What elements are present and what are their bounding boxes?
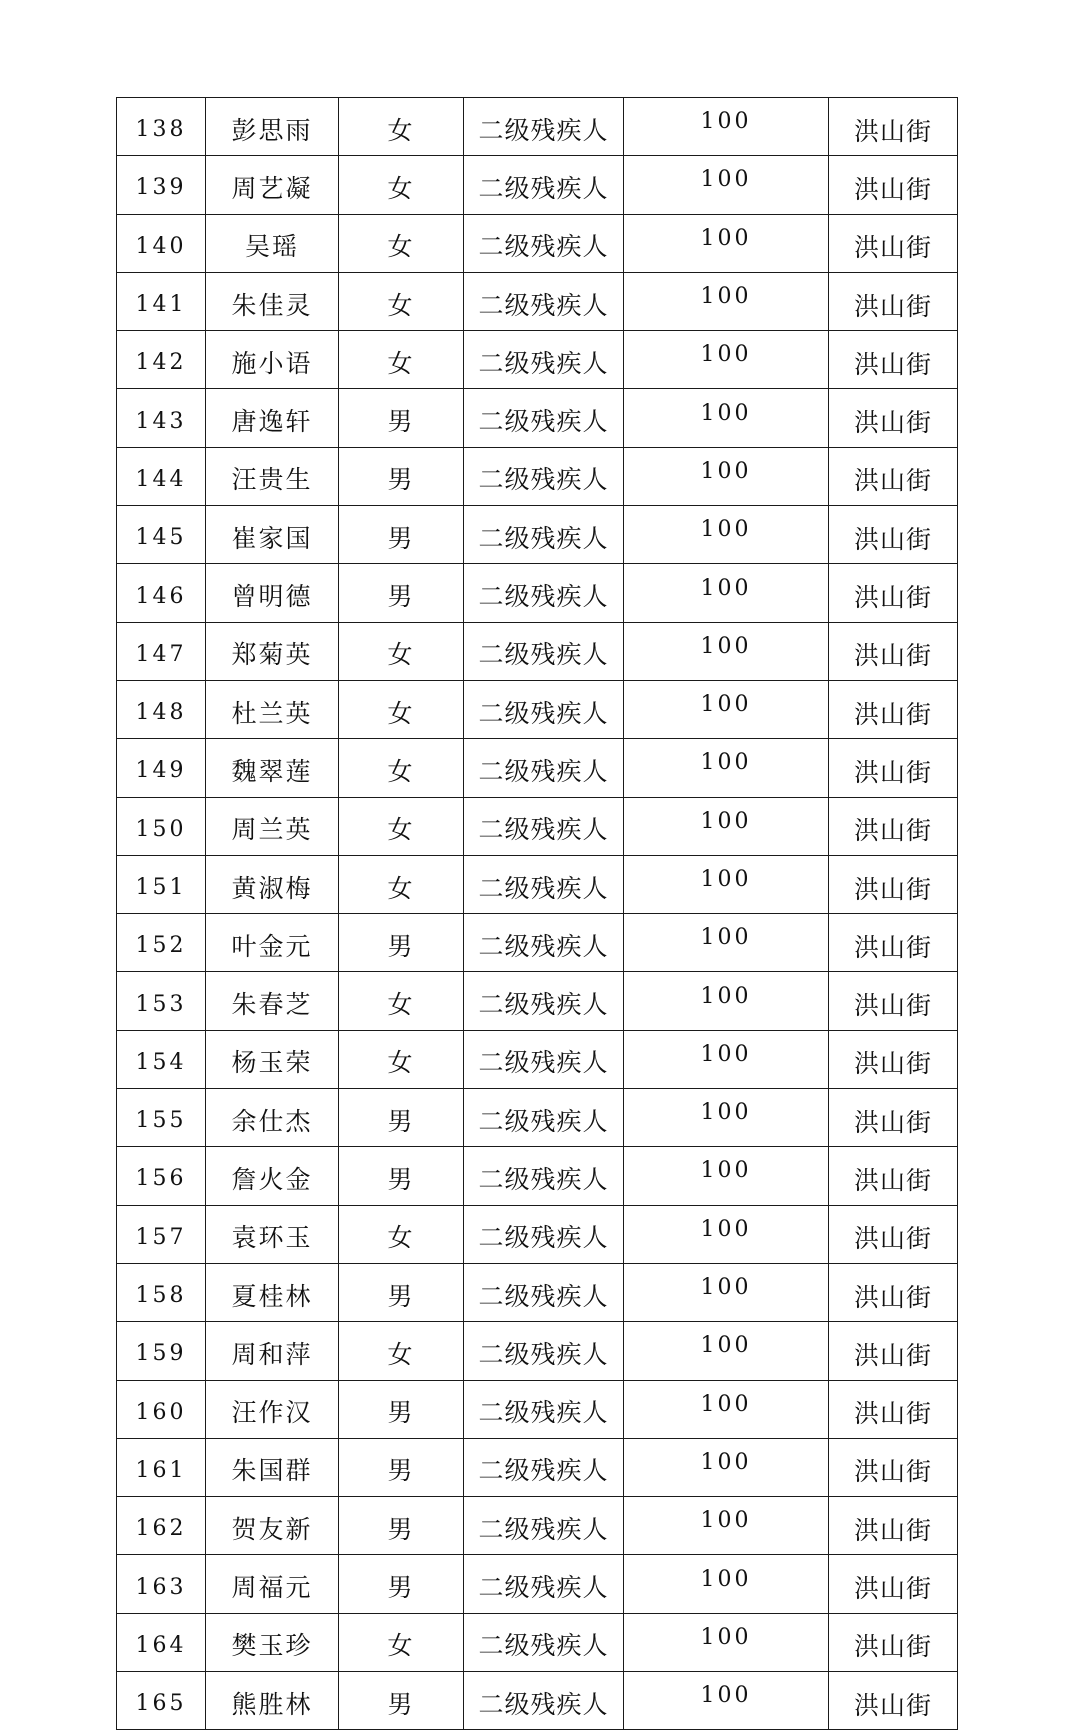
amount-cell: 100: [624, 739, 829, 797]
gender-cell: 男: [339, 1438, 464, 1496]
table-row: [117, 1555, 958, 1613]
street-cell: 洪山街: [829, 622, 958, 680]
name-cell: 朱春芝: [206, 972, 339, 1030]
name-cell: 叶金元: [206, 914, 339, 972]
disability-level-cell: 二级残疾人: [464, 797, 624, 855]
disability-level-cell: 二级残疾人: [464, 1497, 624, 1555]
amount-cell: 100: [624, 680, 829, 738]
amount-cell: 100: [624, 1263, 829, 1321]
disability-level-cell: 二级残疾人: [464, 1030, 624, 1088]
amount-cell: 100: [624, 914, 829, 972]
name-cell: 杨玉荣: [206, 1030, 339, 1088]
disability-level-cell: 二级残疾人: [464, 506, 624, 564]
street-cell: 洪山街: [829, 855, 958, 913]
street-cell: 洪山街: [829, 1555, 958, 1613]
gender-cell: 女: [339, 1613, 464, 1671]
name-cell: 汪作汉: [206, 1380, 339, 1438]
name-cell: 郑菊英: [206, 622, 339, 680]
disability-level-cell: 二级残疾人: [464, 1147, 624, 1205]
name-cell: 周和萍: [206, 1322, 339, 1380]
gender-cell: 男: [339, 564, 464, 622]
disability-level-cell: 二级残疾人: [464, 1322, 624, 1380]
street-cell: 洪山街: [829, 214, 958, 272]
row-number: 159: [117, 1322, 206, 1380]
amount-cell: 100: [624, 1555, 829, 1613]
amount-cell: 100: [624, 156, 829, 214]
table-row: [117, 506, 958, 564]
disability-level-cell: 二级残疾人: [464, 680, 624, 738]
disability-level-cell: 二级残疾人: [464, 855, 624, 913]
disability-level-cell: 二级残疾人: [464, 389, 624, 447]
row-number: 157: [117, 1205, 206, 1263]
amount-cell: 100: [624, 564, 829, 622]
disability-level-cell: 二级残疾人: [464, 972, 624, 1030]
gender-cell: 女: [339, 1205, 464, 1263]
table-row: [117, 214, 958, 272]
row-number: 139: [117, 156, 206, 214]
row-number: 154: [117, 1030, 206, 1088]
gender-cell: 男: [339, 506, 464, 564]
table-row: [117, 1497, 958, 1555]
amount-cell: 100: [624, 972, 829, 1030]
name-cell: 汪贵生: [206, 447, 339, 505]
gender-cell: 男: [339, 389, 464, 447]
disability-level-cell: 二级残疾人: [464, 622, 624, 680]
row-number: 163: [117, 1555, 206, 1613]
amount-cell: 100: [624, 855, 829, 913]
table-row: [117, 1030, 958, 1088]
table-row: [117, 98, 958, 156]
street-cell: 洪山街: [829, 1205, 958, 1263]
row-number: 160: [117, 1380, 206, 1438]
gender-cell: 男: [339, 1147, 464, 1205]
name-cell: 曾明德: [206, 564, 339, 622]
name-cell: 朱佳灵: [206, 272, 339, 330]
row-number: 165: [117, 1672, 206, 1730]
row-number: 142: [117, 331, 206, 389]
disability-level-cell: 二级残疾人: [464, 1672, 624, 1730]
amount-cell: 100: [624, 1322, 829, 1380]
disability-level-cell: 二级残疾人: [464, 447, 624, 505]
name-cell: 魏翠莲: [206, 739, 339, 797]
row-number: 150: [117, 797, 206, 855]
gender-cell: 男: [339, 1555, 464, 1613]
gender-cell: 女: [339, 1322, 464, 1380]
amount-cell: 100: [624, 389, 829, 447]
street-cell: 洪山街: [829, 98, 958, 156]
gender-cell: 男: [339, 1263, 464, 1321]
gender-cell: 女: [339, 680, 464, 738]
row-number: 147: [117, 622, 206, 680]
disability-level-cell: 二级残疾人: [464, 156, 624, 214]
amount-cell: 100: [624, 331, 829, 389]
table-row: [117, 1672, 958, 1730]
name-cell: 施小语: [206, 331, 339, 389]
disability-level-cell: 二级残疾人: [464, 1438, 624, 1496]
disability-level-cell: 二级残疾人: [464, 1555, 624, 1613]
disability-level-cell: 二级残疾人: [464, 1263, 624, 1321]
row-number: 138: [117, 98, 206, 156]
name-cell: 彭思雨: [206, 98, 339, 156]
row-number: 161: [117, 1438, 206, 1496]
table-row: [117, 1438, 958, 1496]
disability-level-cell: 二级残疾人: [464, 1205, 624, 1263]
gender-cell: 女: [339, 214, 464, 272]
disability-level-cell: 二级残疾人: [464, 98, 624, 156]
row-number: 141: [117, 272, 206, 330]
street-cell: 洪山街: [829, 797, 958, 855]
row-number: 148: [117, 680, 206, 738]
street-cell: 洪山街: [829, 389, 958, 447]
amount-cell: 100: [624, 1205, 829, 1263]
disability-level-cell: 二级残疾人: [464, 272, 624, 330]
table-row: [117, 1322, 958, 1380]
table-row: [117, 1205, 958, 1263]
gender-cell: 女: [339, 272, 464, 330]
amount-cell: 100: [624, 1438, 829, 1496]
table-row: [117, 972, 958, 1030]
recipient-table: [116, 97, 958, 1730]
street-cell: 洪山街: [829, 564, 958, 622]
table-row: [117, 331, 958, 389]
street-cell: 洪山街: [829, 1613, 958, 1671]
name-cell: 崔家国: [206, 506, 339, 564]
amount-cell: 100: [624, 1380, 829, 1438]
street-cell: 洪山街: [829, 680, 958, 738]
gender-cell: 女: [339, 1030, 464, 1088]
disability-level-cell: 二级残疾人: [464, 1380, 624, 1438]
name-cell: 詹火金: [206, 1147, 339, 1205]
row-number: 156: [117, 1147, 206, 1205]
gender-cell: 男: [339, 1672, 464, 1730]
table-row: [117, 622, 958, 680]
gender-cell: 女: [339, 156, 464, 214]
row-number: 153: [117, 972, 206, 1030]
disability-level-cell: 二级残疾人: [464, 739, 624, 797]
disability-level-cell: 二级残疾人: [464, 331, 624, 389]
street-cell: 洪山街: [829, 1089, 958, 1147]
name-cell: 熊胜林: [206, 1672, 339, 1730]
amount-cell: 100: [624, 1089, 829, 1147]
name-cell: 周艺凝: [206, 156, 339, 214]
street-cell: 洪山街: [829, 1380, 958, 1438]
table-row: [117, 156, 958, 214]
amount-cell: 100: [624, 272, 829, 330]
disability-level-cell: 二级残疾人: [464, 564, 624, 622]
row-number: 151: [117, 855, 206, 913]
street-cell: 洪山街: [829, 447, 958, 505]
row-number: 140: [117, 214, 206, 272]
row-number: 158: [117, 1263, 206, 1321]
street-cell: 洪山街: [829, 1147, 958, 1205]
table-row: [117, 447, 958, 505]
row-number: 145: [117, 506, 206, 564]
street-cell: 洪山街: [829, 272, 958, 330]
table-row: [117, 739, 958, 797]
amount-cell: 100: [624, 1030, 829, 1088]
name-cell: 朱国群: [206, 1438, 339, 1496]
gender-cell: 男: [339, 1380, 464, 1438]
disability-level-cell: 二级残疾人: [464, 1089, 624, 1147]
street-cell: 洪山街: [829, 1497, 958, 1555]
gender-cell: 女: [339, 331, 464, 389]
street-cell: 洪山街: [829, 1263, 958, 1321]
table-row: [117, 914, 958, 972]
street-cell: 洪山街: [829, 506, 958, 564]
row-number: 155: [117, 1089, 206, 1147]
name-cell: 袁环玉: [206, 1205, 339, 1263]
street-cell: 洪山街: [829, 1030, 958, 1088]
disability-level-cell: 二级残疾人: [464, 914, 624, 972]
gender-cell: 男: [339, 914, 464, 972]
row-number: 146: [117, 564, 206, 622]
street-cell: 洪山街: [829, 156, 958, 214]
table-row: [117, 1089, 958, 1147]
name-cell: 樊玉珍: [206, 1613, 339, 1671]
amount-cell: 100: [624, 1613, 829, 1671]
row-number: 143: [117, 389, 206, 447]
table-body: [117, 98, 958, 1730]
gender-cell: 男: [339, 1497, 464, 1555]
amount-cell: 100: [624, 622, 829, 680]
name-cell: 周福元: [206, 1555, 339, 1613]
amount-cell: 100: [624, 1147, 829, 1205]
table-row: [117, 855, 958, 913]
gender-cell: 女: [339, 98, 464, 156]
disability-level-cell: 二级残疾人: [464, 1613, 624, 1671]
street-cell: 洪山街: [829, 331, 958, 389]
gender-cell: 女: [339, 972, 464, 1030]
name-cell: 黄淑梅: [206, 855, 339, 913]
gender-cell: 女: [339, 622, 464, 680]
row-number: 164: [117, 1613, 206, 1671]
name-cell: 余仕杰: [206, 1089, 339, 1147]
name-cell: 周兰英: [206, 797, 339, 855]
table-row: [117, 564, 958, 622]
street-cell: 洪山街: [829, 1438, 958, 1496]
street-cell: 洪山街: [829, 1672, 958, 1730]
table-row: [117, 680, 958, 738]
table-row: [117, 1613, 958, 1671]
table-row: [117, 272, 958, 330]
gender-cell: 男: [339, 447, 464, 505]
row-number: 162: [117, 1497, 206, 1555]
street-cell: 洪山街: [829, 972, 958, 1030]
gender-cell: 男: [339, 1089, 464, 1147]
amount-cell: 100: [624, 1672, 829, 1730]
row-number: 149: [117, 739, 206, 797]
amount-cell: 100: [624, 214, 829, 272]
name-cell: 杜兰英: [206, 680, 339, 738]
table-row: [117, 389, 958, 447]
amount-cell: 100: [624, 1497, 829, 1555]
gender-cell: 女: [339, 855, 464, 913]
amount-cell: 100: [624, 797, 829, 855]
gender-cell: 女: [339, 739, 464, 797]
amount-cell: 100: [624, 98, 829, 156]
row-number: 152: [117, 914, 206, 972]
street-cell: 洪山街: [829, 1322, 958, 1380]
name-cell: 唐逸轩: [206, 389, 339, 447]
amount-cell: 100: [624, 447, 829, 505]
row-number: 144: [117, 447, 206, 505]
table-row: [117, 1263, 958, 1321]
disability-level-cell: 二级残疾人: [464, 214, 624, 272]
amount-cell: 100: [624, 506, 829, 564]
table-row: [117, 1147, 958, 1205]
gender-cell: 女: [339, 797, 464, 855]
name-cell: 贺友新: [206, 1497, 339, 1555]
street-cell: 洪山街: [829, 739, 958, 797]
name-cell: 吴瑶: [206, 214, 339, 272]
name-cell: 夏桂林: [206, 1263, 339, 1321]
table-row: [117, 797, 958, 855]
table-row: [117, 1380, 958, 1438]
street-cell: 洪山街: [829, 914, 958, 972]
